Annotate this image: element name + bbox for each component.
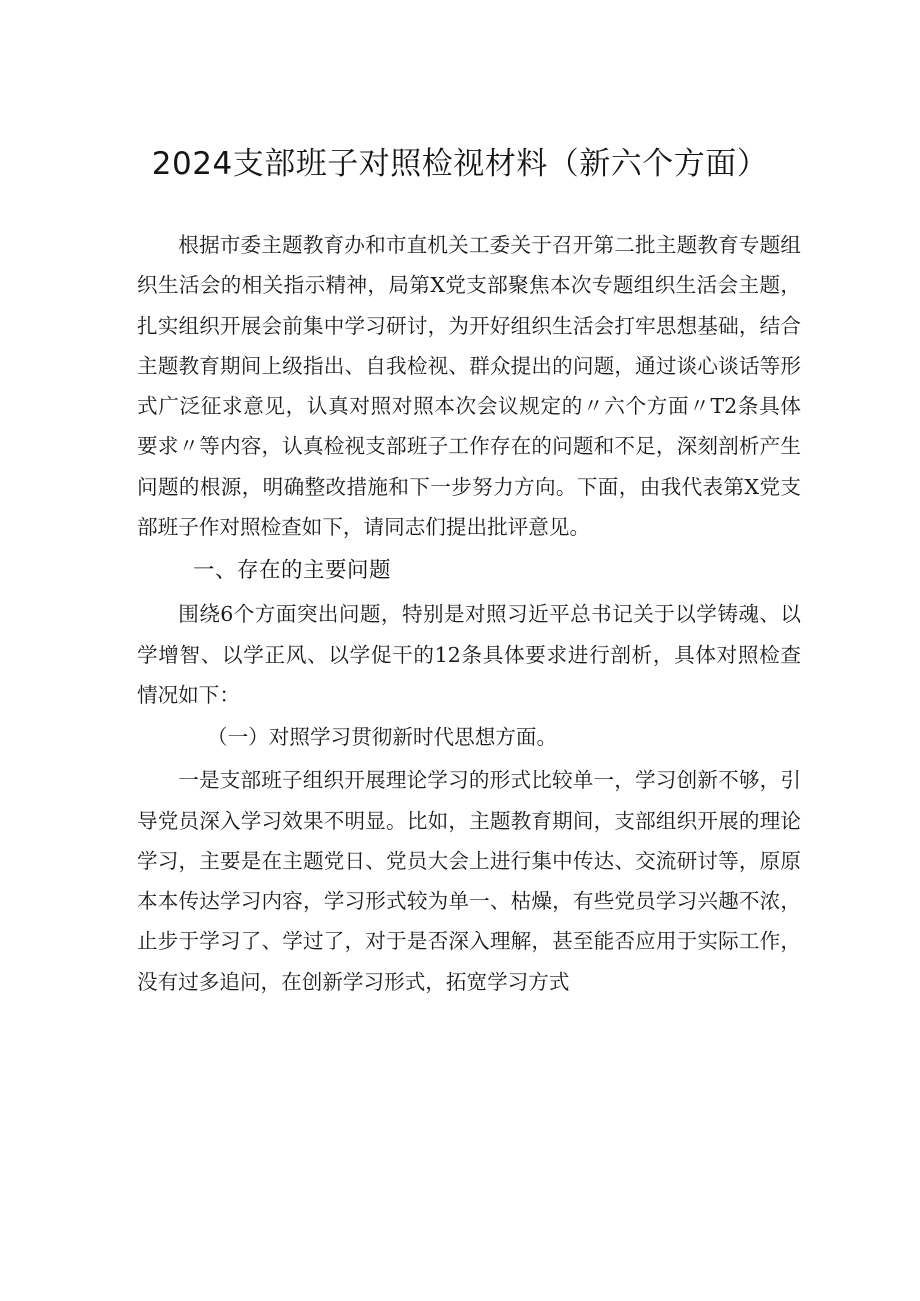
document-body	[137, 225, 801, 1002]
subsection-heading-study: （一）对照学习贯彻新时代思想方面。	[207, 725, 558, 750]
section-heading-main-problems: 一、存在的主要问题	[193, 558, 392, 584]
intro-paragraph: 根据市委主题教育办和市直机关工委关于召开第二批主题教育专题组织生活会的相关指示精神，局第X党支部聚焦本次专题组织生活会主题，扎实组织开展会前集中学习研讨，为开好组织生活会打牢思想基础，结合主题教育期间上级指出、自我检视、群众提出的问题，通过谈心谈话等形式广泛征求意见，认真对照对照本次会议规定的〃六个方面〃T2条具体要求〃等内容，认真检视支部班子工作存在的问题和不足，深刻剖析产生问题的根源，明确整改措施和下一步努力方向。下面，由我代表第X党支部班子作对照检查如下，请同志们提出批评意见。	[137, 233, 801, 540]
document-title: 2024支部班子对照检视材料（新六个方面）	[151, 146, 769, 182]
item-one-paragraph: 一是支部班子组织开展理论学习的形式比较单一，学习创新不够，引导党员深入学习效果不明显。比如，主题教育期间，支部组织开展的理论学习，主要是在主题党日、党员大会上进行集中传达、交流研讨等，原原本本传达学习内容，学习形式较为单一、枯燥，有些党员学习兴趣不浓，止步于学习了、学过了，对于是否深入理解，甚至能否应用于实际工作，没有过多追问，在创新学习形式，拓宽学习方式	[137, 768, 801, 994]
section-intro-paragraph: 围绕6个方面突出问题，特别是对照习近平总书记关于以学铸魂、以学增智、以学正风、以学促干的12条具体要求进行剖析，具体对照检查情况如下：	[137, 602, 801, 707]
